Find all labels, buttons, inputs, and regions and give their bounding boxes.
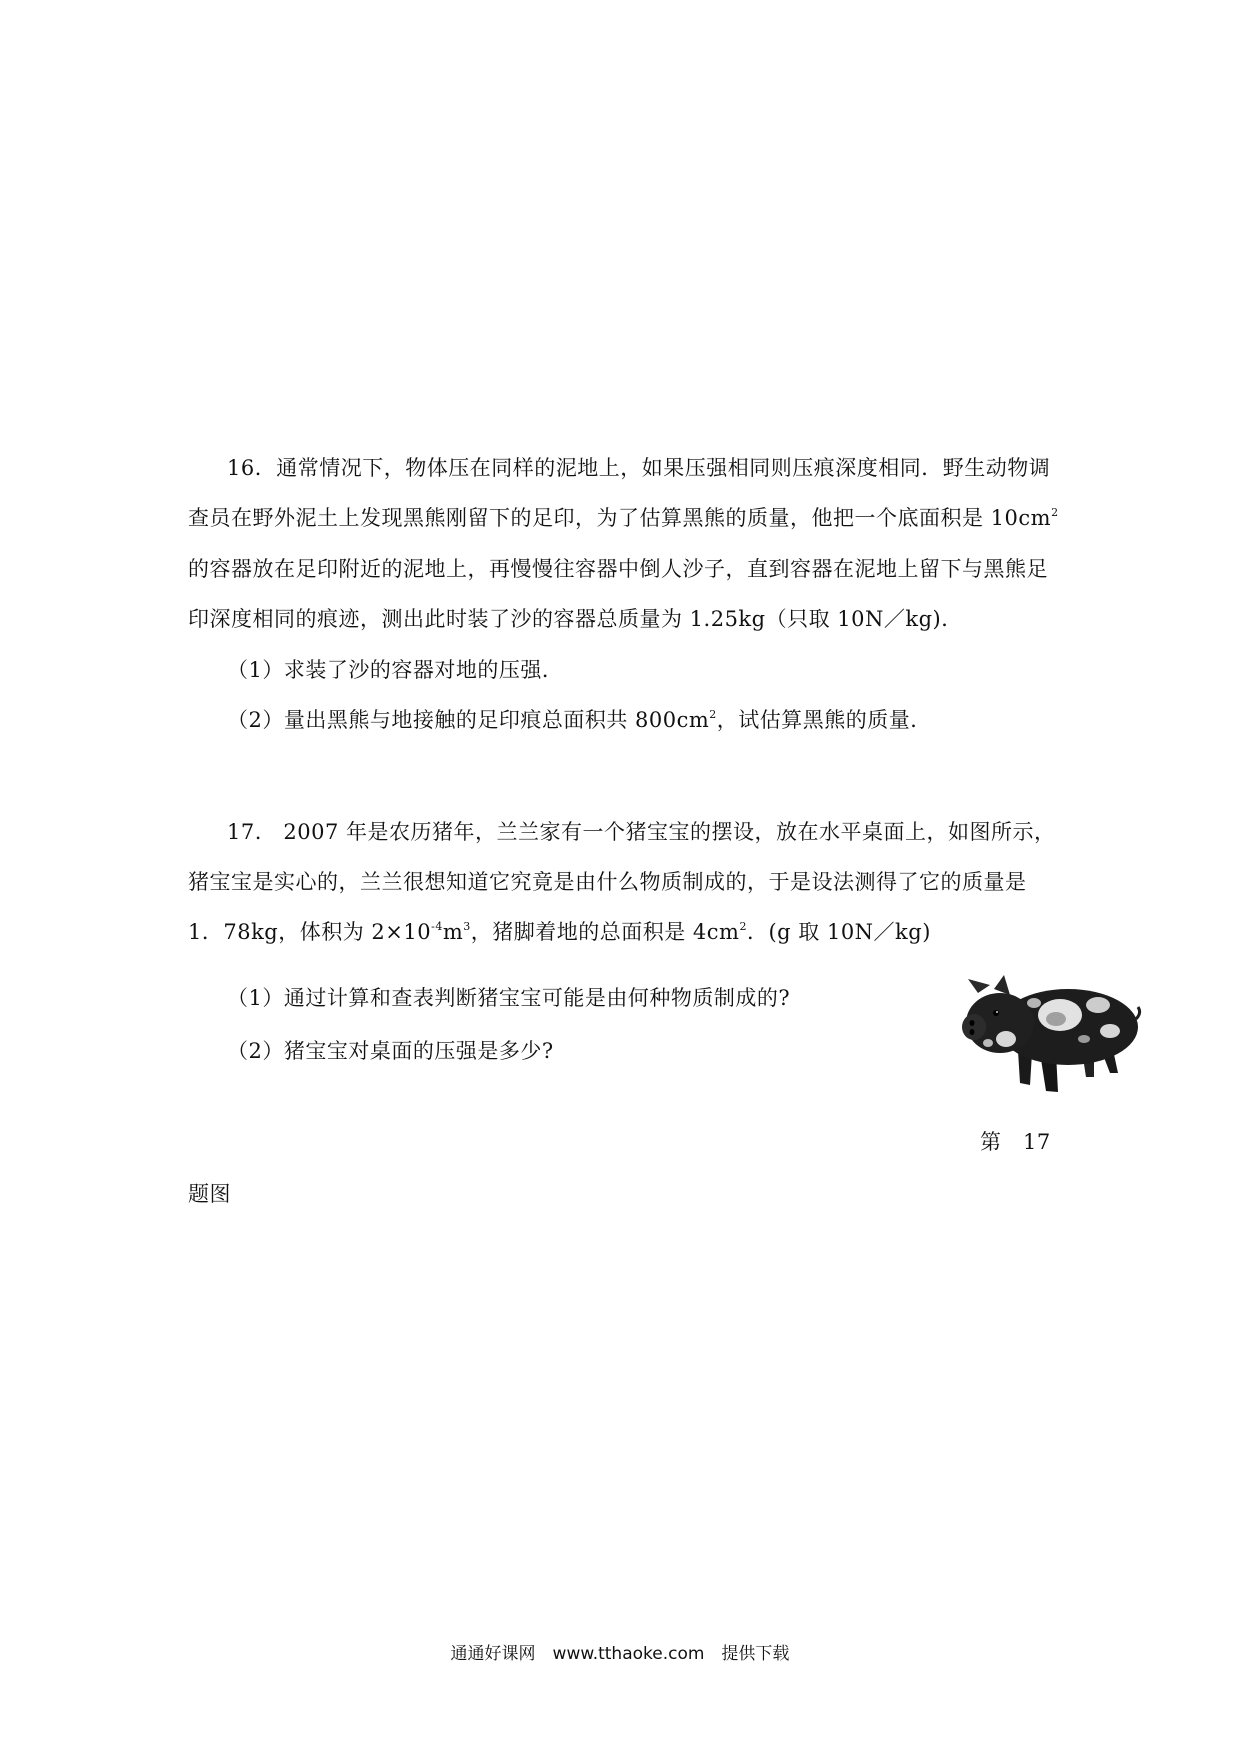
q17-subquestion-2: （2）猪宝宝对桌面的压强是多少? [227, 1039, 554, 1063]
footer-source: 通通好课网 www.tthaoke.com 提供下载 [450, 1644, 790, 1664]
pig-figure-image [960, 965, 1142, 1095]
figure-caption-part2: 题图 [188, 1182, 231, 1206]
q17-subquestion-1: （1）通过计算和查表判断猪宝宝可能是由何种物质制成的? [227, 986, 791, 1010]
q16-line-4: 印深度相同的痕迹，测出此时装了沙的容器总质量为 1.25kg（只取 10N／kg)． [188, 607, 963, 631]
q17-line-2: 猪宝宝是实心的，兰兰很想知道它究竟是由什么物质制成的，于是设法测得了它的质量是 [188, 870, 1027, 894]
q16-subquestion-1: （1）求装了沙的容器对地的压强． [227, 658, 564, 682]
q17-line-3: 1．78kg，体积为 $2\times 10^{-4}m^3$，猪脚着地的总面积是 $4cm^2$．(g 取 10N／kg) [188, 920, 931, 944]
q16-subquestion-2: （2）量出黑熊与地接触的足印痕总面积共 $800cm^2$，试估算黑熊的质量． [227, 708, 932, 732]
q16-line-1: 16．通常情况下，物体压在同样的泥地上，如果压强相同则压痕深度相同．野生动物调 [227, 456, 1051, 480]
q16-line-3: 的容器放在足印附近的泥地上，再慢慢往容器中倒人沙子，直到容器在泥地上留下与黑熊足 [188, 557, 1048, 581]
figure-caption-part1: 第 17 [980, 1130, 1051, 1154]
q17-line-1: 17. 2007 年是农历猪年，兰兰家有一个猪宝宝的摆设，放在水平桌面上，如图所示， [227, 820, 1056, 844]
q16-line-2: 查员在野外泥土上发现黑熊刚留下的足印，为了估算黑熊的质量，他把一个底面积是 $10cm^2$ [188, 506, 1059, 530]
